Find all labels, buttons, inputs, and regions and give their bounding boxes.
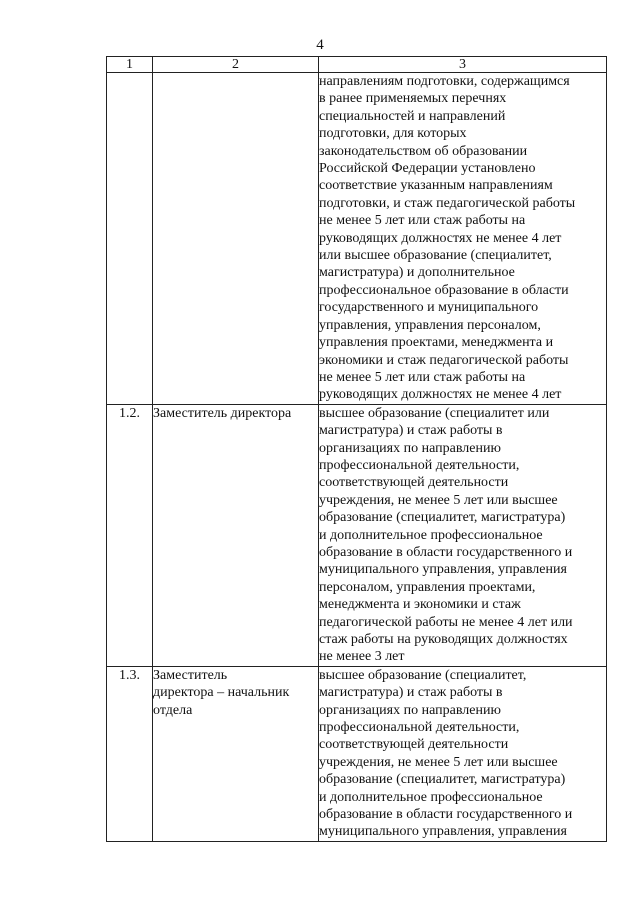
position-line: Заместитель директора [153, 405, 292, 421]
requirements-line: или высшее образование (специалитет, [319, 248, 552, 264]
requirements-line: законодательством об образовании [319, 143, 528, 159]
requirements-cell [319, 73, 607, 405]
requirements-line: Российской Федерации установлено [319, 161, 536, 177]
requirements-line: руководящих должностях не менее 4 лет [319, 387, 562, 403]
requirements-cell [319, 666, 607, 841]
requirements-line: высшее образование (специалитет, [319, 667, 527, 683]
requirements-line: не менее 3 лет [319, 649, 405, 665]
requirements-line: соответствие указанным направлениям [319, 178, 553, 194]
table-body [107, 73, 607, 842]
requirements-line: муниципального управления, управления [319, 824, 567, 840]
requirements-line: персоналом, управления проектами, [319, 579, 536, 595]
table-row [107, 404, 607, 666]
requirements-line: образование в области государственного и [319, 544, 573, 560]
requirements-line: стаж работы на руководящих должностях [319, 632, 568, 647]
requirements-line: экономики и стаж педагогической работы [319, 352, 569, 368]
position-line: Заместитель [153, 667, 228, 683]
requirements-line: специальностей и направлений [319, 108, 506, 124]
requirements-line: образование (специалитет, магистратура) [319, 772, 566, 788]
requirements-line: и дополнительное профессиональное [319, 527, 543, 543]
requirements-line: и дополнительное профессиональное [319, 789, 543, 805]
header-row [107, 57, 607, 73]
table-row [107, 73, 607, 405]
requirements-line: профессиональное образование в области [319, 282, 569, 298]
header-cell-1: 1 [107, 57, 153, 73]
page-number: 4 [316, 37, 324, 53]
requirements-line: подготовки, и стаж педагогической работы [319, 195, 576, 211]
position-line: отдела [153, 702, 193, 718]
row-number-cell: 1.3. [107, 666, 153, 841]
requirements-line: подготовки, для которых [319, 126, 467, 142]
position-cell [153, 666, 319, 841]
requirements-line: не менее 5 лет или стаж работы на [319, 213, 526, 229]
row-number-cell: 1.2. [107, 404, 153, 666]
requirements-line: учреждения, не менее 5 лет или высшее [319, 492, 558, 508]
table-row [107, 666, 607, 841]
requirements-line: направлениям подготовки, содержащимся [319, 74, 570, 89]
requirements-line: не менее 5 лет или стаж работы на [319, 369, 526, 385]
position-cell [153, 404, 319, 666]
row-number-cell [107, 73, 153, 405]
requirements-cell [319, 404, 607, 666]
requirements-line: соответствующей деятельности [319, 475, 509, 491]
requirements-line: педагогической работы не менее 4 лет или [319, 614, 573, 630]
requirements-line: муниципального управления, управления [319, 562, 567, 578]
requirements-line: высшее образование (специалитет или [319, 405, 550, 421]
requirements-line: в ранее применяемых перечнях [319, 91, 507, 107]
requirements-line: соответствующей деятельности [319, 737, 509, 753]
header-cell-2: 2 [153, 57, 319, 73]
requirements-line: образование (специалитет, магистратура) [319, 510, 566, 526]
header-cell-3: 3 [319, 57, 607, 73]
requirements-line: государственного и муниципального [319, 300, 539, 316]
requirements-line: образование в области государственного и [319, 807, 573, 823]
position-line: директора – начальник [153, 685, 290, 701]
requirements-line: профессиональной деятельности, [319, 457, 520, 473]
requirements-line: организациях по направлению [319, 440, 501, 456]
requirements-line: управления, управления персоналом, [319, 317, 541, 333]
requirements-line: учреждения, не менее 5 лет или высшее [319, 754, 558, 770]
requirements-line: организациях по направлению [319, 702, 501, 718]
requirements-line: управления проектами, менеджмента и [319, 335, 554, 351]
requirements-line: магистратура) и стаж работы в [319, 423, 503, 439]
requirements-line: менеджмента и экономики и стаж [319, 597, 521, 613]
requirements-line: профессиональной деятельности, [319, 720, 520, 736]
requirements-line: руководящих должностях не менее 4 лет [319, 230, 562, 246]
requirements-line: магистратура) и дополнительное [319, 265, 515, 281]
position-cell [153, 73, 319, 405]
requirements-line: магистратура) и стаж работы в [319, 685, 503, 701]
qualification-table [106, 56, 607, 842]
